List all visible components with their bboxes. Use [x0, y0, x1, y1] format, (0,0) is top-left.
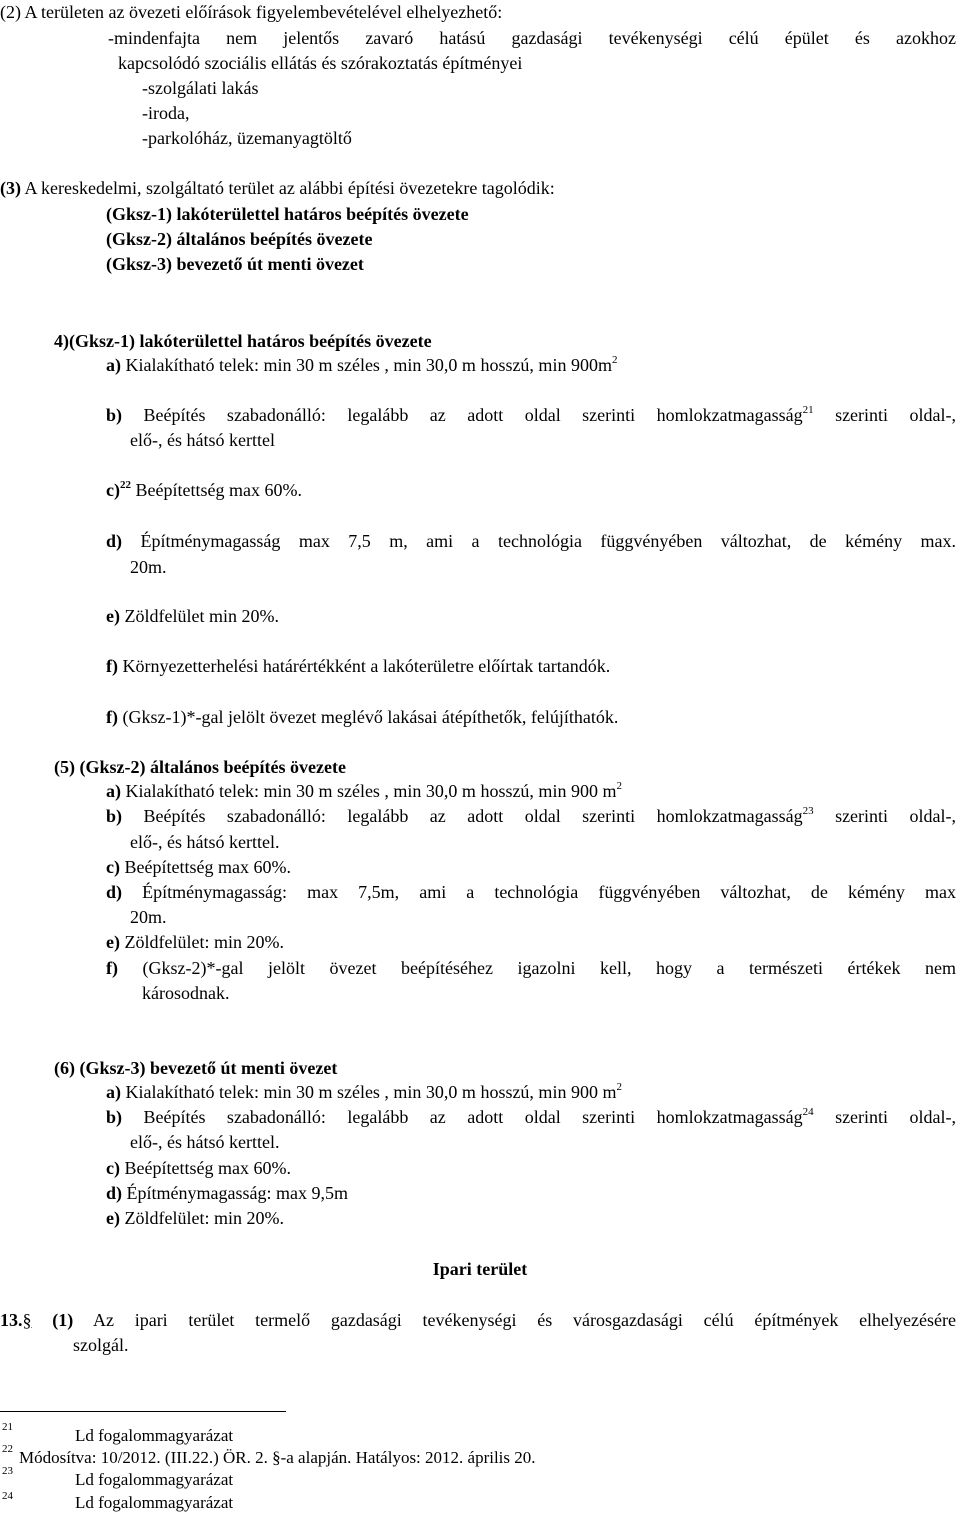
p4-c-label: c) [106, 480, 120, 500]
p5-e-label: e) [106, 932, 120, 952]
p4-e-text: Zöldfelület min 20%. [119, 606, 279, 626]
p6-b-text1: Beépítés szabadonálló: legalább az adott oldal szerinti homlokzatmagasság [122, 1107, 803, 1127]
p6-c [106, 1157, 291, 1179]
p3-item-3 [106, 253, 364, 275]
p3-item-3-text: (Gksz-3) bevezető út menti övezet [106, 254, 364, 274]
p4-a-sup: 2 [611, 354, 618, 366]
p3-text: A kereskedelmi, szolgáltató terület az alábbi építési övezetekre tagolódik: [21, 178, 555, 198]
p2-line4: -iroda, [142, 103, 190, 123]
footnote-ref-21[interactable]: 21 [802, 404, 814, 416]
p4-e [106, 605, 279, 627]
p2-line3: -szolgálati lakás [142, 78, 259, 98]
p5-a-text: Kialakítható telek: min 30 m széles , min 30,0 m hosszú, min 900 m [121, 781, 617, 801]
footnote-separator [0, 1411, 286, 1412]
section-title [0, 1258, 960, 1280]
p5-b [106, 805, 956, 827]
p6-d-label: d) [106, 1183, 123, 1203]
p6-d [106, 1182, 348, 1204]
p4-b-text1: Beépítés szabadonálló: legalább az adott oldal szerinti homlokzatmagasság [122, 405, 803, 425]
s13-sub: (1) [52, 1310, 74, 1330]
p6-heading [54, 1057, 337, 1079]
footnote-24-num: 24 [2, 1490, 13, 1502]
s13-paragraph-sign[interactable]: § [22, 1310, 32, 1330]
p5-b-text1: Beépítés szabadonálló: legalább az adott oldal szerinti homlokzatmagasság [122, 806, 803, 826]
p5-d-cont: 20m. [130, 907, 167, 927]
p3-num: (3) [0, 178, 21, 198]
p2-line2: kapcsolódó szociális ellátás és szórakoztatás építményei [118, 53, 523, 73]
p4-f2-text: (Gksz-1)*-gal jelölt övezet meglévő lakásai átépíthetők, felújíthatók. [118, 707, 619, 727]
p5-e [106, 931, 284, 953]
p5-f-label: f) [106, 958, 118, 978]
p5-f-cont: károsodnak. [142, 983, 230, 1003]
s13-num: 13. [0, 1310, 23, 1330]
p3-item-1-text: (Gksz-1) lakóterülettel határos beépítés övezete [106, 204, 469, 224]
p6-c-text: Beépítettség max 60%. [119, 1158, 291, 1178]
p5-a-label: a) [106, 781, 121, 801]
p6-e [106, 1207, 284, 1229]
p6-c-label: c) [106, 1158, 120, 1178]
footnote-22-text: Módosítva: 10/2012. (III.22.) ÖR. 2. §-a alapján. Hatályos: 2012. április 20. [19, 1448, 536, 1467]
s13-text: Az ipari terület termelő gazdasági tevékenységi és városgazdasági célú építmények elhelyezésére [73, 1310, 956, 1330]
p5-c-text: Beépítettség max 60%. [119, 857, 291, 877]
p6-e-text: Zöldfelület: min 20%. [119, 1208, 284, 1228]
footnote-24-text: Ld fogalommagyarázat [75, 1493, 234, 1512]
p5-c-label: c) [106, 857, 120, 877]
p6-a [106, 1081, 622, 1103]
p5-a [106, 780, 622, 802]
footnote-23-text: Ld fogalommagyarázat [75, 1470, 234, 1489]
p4-d-cont: 20m. [130, 557, 167, 577]
p4-f1-label: f) [106, 656, 118, 676]
p2-intro: (2) A területen az övezeti előírások figyelembevételével elhelyezhető: [0, 2, 503, 22]
p4-a-text: Kialakítható telek: min 30 m széles , min 30,0 m hosszú, min 900m [121, 355, 612, 375]
p3-item-2 [106, 228, 372, 250]
p4-f1-text: Környezetterhelési határértékként a lakóterületre előírtak tartandók. [118, 656, 611, 676]
p4-b [106, 404, 956, 426]
p4-e-label: e) [106, 606, 120, 626]
p2-line5: -parkolóház, üzemanyagtöltő [142, 128, 352, 148]
p4-b-cont: elő-, és hátsó kerttel [130, 430, 275, 450]
p6-a-sup: 2 [616, 1081, 622, 1093]
p2-line1: -mindenfajta nem jelentős zavaró hatású gazdasági tevékenységi célú épület és azokhoz [108, 28, 956, 48]
p4-heading-text: 4)(Gksz-1) lakóterülettel határos beépítés övezete [54, 331, 432, 351]
p5-heading-text: (5) (Gksz-2) általános beépítés övezete [54, 757, 346, 777]
p4-c-text: Beépítettség max 60%. [130, 480, 302, 500]
footnote-21-text: Ld fogalommagyarázat [75, 1426, 234, 1445]
p5-b-cont: elő-, és hátsó kerttel. [130, 832, 280, 852]
p5-d-text: Építménymagasság: max 7,5m, ami a technológia függvényében változhat, de kémény max [122, 882, 956, 902]
s13-cont: szolgál. [73, 1335, 129, 1355]
p6-e-label: e) [106, 1208, 120, 1228]
p3-item-2-text: (Gksz-2) általános beépítés övezete [106, 229, 373, 249]
p6-b-label: b) [106, 1107, 123, 1127]
p5-b-label: b) [106, 806, 123, 826]
s13-line [0, 1309, 956, 1331]
p4-a-label: a) [106, 355, 121, 375]
p4-f2 [106, 706, 618, 728]
p4-d-text: Építménymagasság max 7,5 m, ami a technológia függvényében változhat, de kémény max. [122, 531, 956, 551]
footnote-22-num: 22 [2, 1443, 13, 1455]
p4-a [106, 354, 617, 376]
p4-f1 [106, 655, 610, 677]
footnote-23-num: 23 [2, 1465, 13, 1477]
p4-d-label: d) [106, 531, 123, 551]
p5-a-sup: 2 [616, 780, 622, 792]
p6-d-text: Építménymagasság: max 9,5m [122, 1183, 348, 1203]
p6-b [106, 1106, 956, 1128]
p4-b-text2: szerinti oldal-, [813, 405, 956, 425]
p3-item-1 [106, 203, 469, 225]
p6-b-text2: szerinti oldal-, [813, 1107, 956, 1127]
footnote-ref-22[interactable]: 22 [119, 479, 131, 491]
p5-f-text: (Gksz-2)*-gal jelölt övezet beépítéséhez igazolni kell, hogy a természeti értékek nem [118, 958, 956, 978]
p4-heading [54, 330, 432, 352]
p3-intro [0, 177, 555, 199]
footnote-21-num: 21 [2, 1421, 13, 1433]
p5-heading [54, 756, 346, 778]
p6-heading-text: (6) (Gksz-3) bevezető út menti övezet [54, 1058, 338, 1078]
section-title-text: Ipari terület [432, 1259, 528, 1279]
p5-b-text2: szerinti oldal-, [813, 806, 956, 826]
p5-d [106, 881, 956, 903]
p6-a-label: a) [106, 1082, 121, 1102]
footnote-ref-24[interactable]: 24 [802, 1106, 814, 1118]
footnote-ref-23[interactable]: 23 [802, 805, 814, 817]
p5-d-label: d) [106, 882, 123, 902]
p4-f2-label: f) [106, 707, 118, 727]
p4-c [106, 479, 302, 501]
p4-d [106, 530, 956, 552]
p5-c [106, 856, 291, 878]
p6-b-cont: elő-, és hátsó kerttel. [130, 1132, 280, 1152]
p5-f [106, 957, 956, 979]
p5-e-text: Zöldfelület: min 20%. [119, 932, 284, 952]
p4-b-label: b) [106, 405, 123, 425]
p6-a-text: Kialakítható telek: min 30 m széles , min 30,0 m hosszú, min 900 m [121, 1082, 617, 1102]
